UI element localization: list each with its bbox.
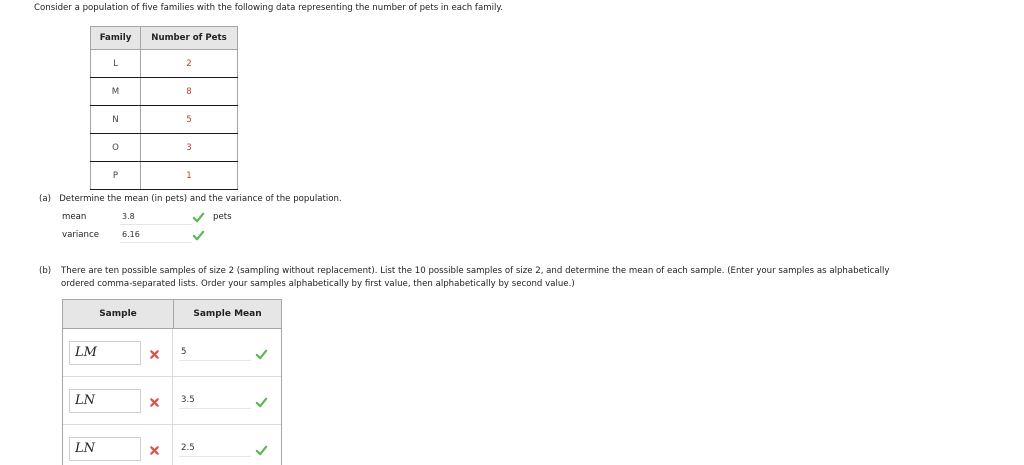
table-row: [63, 425, 281, 465]
table-row: [91, 162, 238, 190]
pets-cell: 1: [141, 162, 238, 190]
check-icon: [192, 229, 205, 242]
check-icon: [192, 211, 205, 224]
sample-input[interactable]: [69, 389, 141, 413]
family-cell: N: [91, 106, 141, 134]
part-b-question: [39, 265, 989, 290]
check-icon: [255, 348, 268, 361]
table-row: [91, 106, 238, 134]
pets-cell: 8: [141, 78, 238, 106]
family-cell: P: [91, 162, 141, 190]
sample-mean-header: Sample Mean: [193, 309, 262, 319]
x-icon: [149, 445, 160, 456]
check-icon: [255, 444, 268, 457]
family-cell: O: [91, 134, 141, 162]
mean-row: [62, 209, 232, 225]
variance-input[interactable]: [120, 228, 192, 243]
family-cell: L: [91, 50, 141, 78]
pets-cell: 3: [141, 134, 238, 162]
table-row: [63, 377, 281, 425]
sample-mean-input[interactable]: [179, 344, 251, 361]
sample-input[interactable]: [69, 341, 141, 365]
sample-mean-input[interactable]: [179, 440, 251, 457]
part-a-tag: (a): [39, 194, 51, 204]
part-a-question: [39, 194, 342, 204]
part-b-text-line2: ordered comma-separated lists. Order your samples alphabetically by first value, then alphabetically by second value.): [61, 278, 575, 289]
sample-table-header: [63, 299, 281, 329]
part-b-text-line1: There are ten possible samples of size 2 (sampling without replacement). List the 10 possible samples of size 2, and determine the mean of each sample. (Enter your samples as alphabetically: [61, 266, 890, 276]
pets-cell: 2: [141, 50, 238, 78]
table-row: [91, 78, 238, 106]
table-row: [91, 50, 238, 78]
table-row: [91, 134, 238, 162]
sample-input[interactable]: [69, 437, 141, 461]
x-icon: [149, 397, 160, 408]
pets-header: Number of Pets: [141, 27, 238, 50]
check-icon: [255, 396, 268, 409]
intro-text: Consider a population of five families with the following data representing the number of pets in each family.: [34, 3, 503, 13]
family-cell: M: [91, 78, 141, 106]
part-b-tag: (b): [39, 266, 52, 276]
table-row: [63, 329, 281, 377]
variance-label: variance: [62, 230, 99, 240]
mean-label: mean: [62, 212, 87, 222]
mean-unit: pets: [213, 212, 232, 222]
family-pets-table: [90, 26, 238, 190]
x-icon: [149, 349, 160, 360]
variance-row: [62, 227, 205, 243]
mean-input[interactable]: [120, 210, 192, 225]
part-a-text: Determine the mean (in pets) and the variance of the population.: [59, 194, 342, 204]
sample-mean-input[interactable]: [179, 392, 251, 409]
pets-cell: 5: [141, 106, 238, 134]
sample-table: [62, 299, 282, 465]
family-header: Family: [91, 27, 141, 50]
sample-header: Sample: [63, 300, 174, 328]
